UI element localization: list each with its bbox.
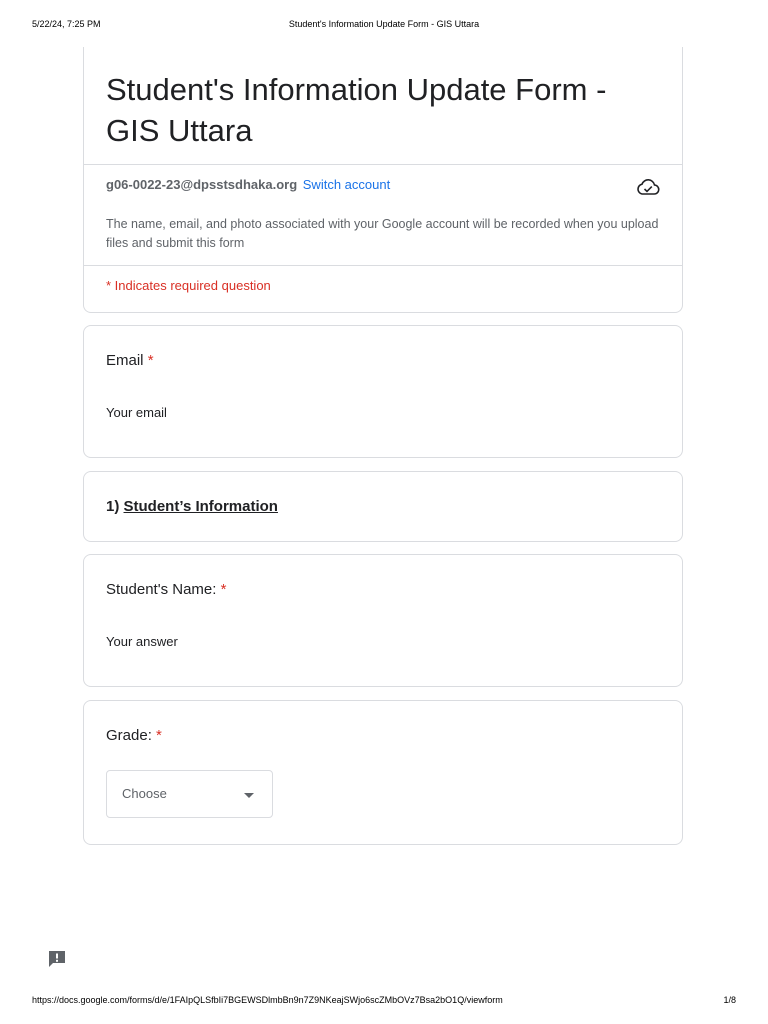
account-email: g06-0022-23@dpsstsdhaka.org [106, 177, 298, 192]
print-url: https://docs.google.com/forms/d/e/1FAIpQLSfbIi7BGEWSDlmbBn9n7Z9NKeajSWjo6scZMbOVz7Bsa2bO1Q/viewform [32, 995, 503, 1005]
email-label-text: Email [106, 352, 144, 369]
form-header-card [83, 47, 683, 313]
record-note: The name, email, and photo associated with your Google account will be recorded when you upload files and submit this form [106, 217, 659, 250]
report-feedback-icon[interactable] [47, 949, 67, 969]
form-title: Student's Information Update Form - GIS Uttara [106, 72, 607, 148]
student-name-input[interactable]: Your answer [106, 634, 178, 649]
section-title [106, 498, 278, 515]
notice-divider [84, 265, 682, 266]
student-name-label [106, 581, 226, 598]
cloud-check-icon [636, 178, 660, 196]
grade-dropdown-value: Choose [122, 786, 167, 801]
grade-dropdown[interactable] [106, 770, 273, 818]
grade-question-card [83, 700, 683, 845]
required-asterisk: * [220, 581, 227, 598]
print-header [32, 19, 736, 31]
section-number: 1) [106, 498, 120, 515]
dropdown-arrow-icon [244, 793, 254, 798]
required-asterisk: * [156, 727, 162, 744]
email-input[interactable]: Your email [106, 405, 167, 420]
grade-label-text: Grade: [106, 727, 152, 744]
section-card [83, 471, 683, 542]
grade-label [106, 727, 162, 744]
switch-account-link[interactable]: Switch account [302, 177, 391, 192]
student-name-card [83, 554, 683, 687]
account-row [106, 177, 390, 192]
required-note: * Indicates required question [106, 278, 271, 293]
print-footer [32, 995, 736, 1007]
section-title-text: Student’s Information [123, 498, 278, 515]
header-divider [84, 164, 682, 165]
print-datetime: 5/22/24, 7:25 PM [32, 19, 101, 29]
print-title: Student's Information Update Form - GIS Uttara [288, 19, 480, 29]
page-number: 1/8 [723, 995, 736, 1005]
student-name-label-text: Student's Name: [106, 581, 217, 598]
email-question-label [106, 352, 154, 369]
required-asterisk: * [147, 352, 154, 369]
email-question-card [83, 325, 683, 458]
